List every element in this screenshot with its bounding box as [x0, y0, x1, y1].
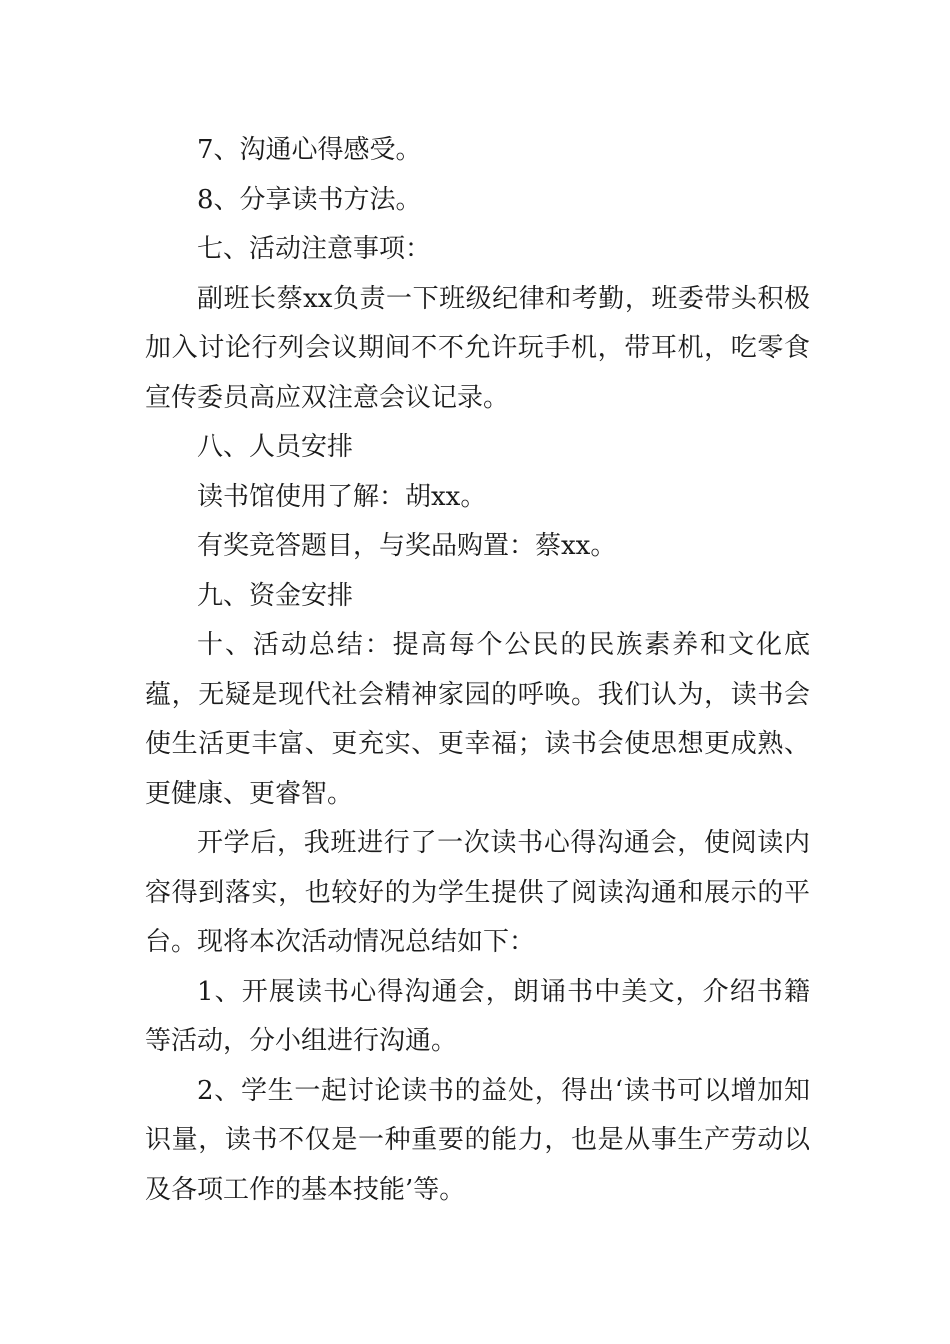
paragraph-intro: 开学后，我班进行了一次读书心得沟通会，使阅读内容得到落实，也较好的为学生提供了阅读沟通和展示的平台。现将本次活动情况总结如下： — [145, 828, 810, 957]
paragraph-notes: 副班长蔡xx负责一下班级纪律和考勤，班委带头积极加入讨论行列会议期间不不允许玩手机，带耳机，吃零食宣传委员高应双注意会议记录。 — [145, 283, 810, 413]
staffing-item-quiz: 有奖竞答题目，与奖品购置：蔡xx。 — [197, 531, 617, 561]
list-item-8: 8、分享读书方法。 — [197, 184, 422, 215]
staffing-item-library: 读书馆使用了解：胡xx。 — [197, 481, 487, 512]
paragraph-point-2: 2、学生一起讨论读书的益处，得出‘读书可以增加知识量，读书不仅是一种重要的能力，也是从事生产劳动以及各项工作的基本技能’等。 — [145, 1075, 810, 1205]
paragraph-summary: 十、活动总结：提高每个公民的民族素养和文化底蕴，无疑是现代社会精神家园的呼唤。我们认为，读书会使生活更丰富、更充实、更幸福；读书会使思想更成熟、更健康、更睿智。 — [145, 630, 810, 809]
section-heading-funding: 九、资金安排 — [197, 580, 354, 611]
list-item-7: 7、沟通心得感受。 — [197, 135, 422, 165]
section-heading-staffing: 八、人员安排 — [197, 432, 354, 462]
paragraph-point-1: 1、开展读书心得沟通会，朗诵书中美文，介绍书籍等活动，分小组进行沟通。 — [145, 976, 810, 1056]
document-body — [145, 126, 810, 1215]
section-heading-notes: 七、活动注意事项： — [197, 234, 432, 264]
